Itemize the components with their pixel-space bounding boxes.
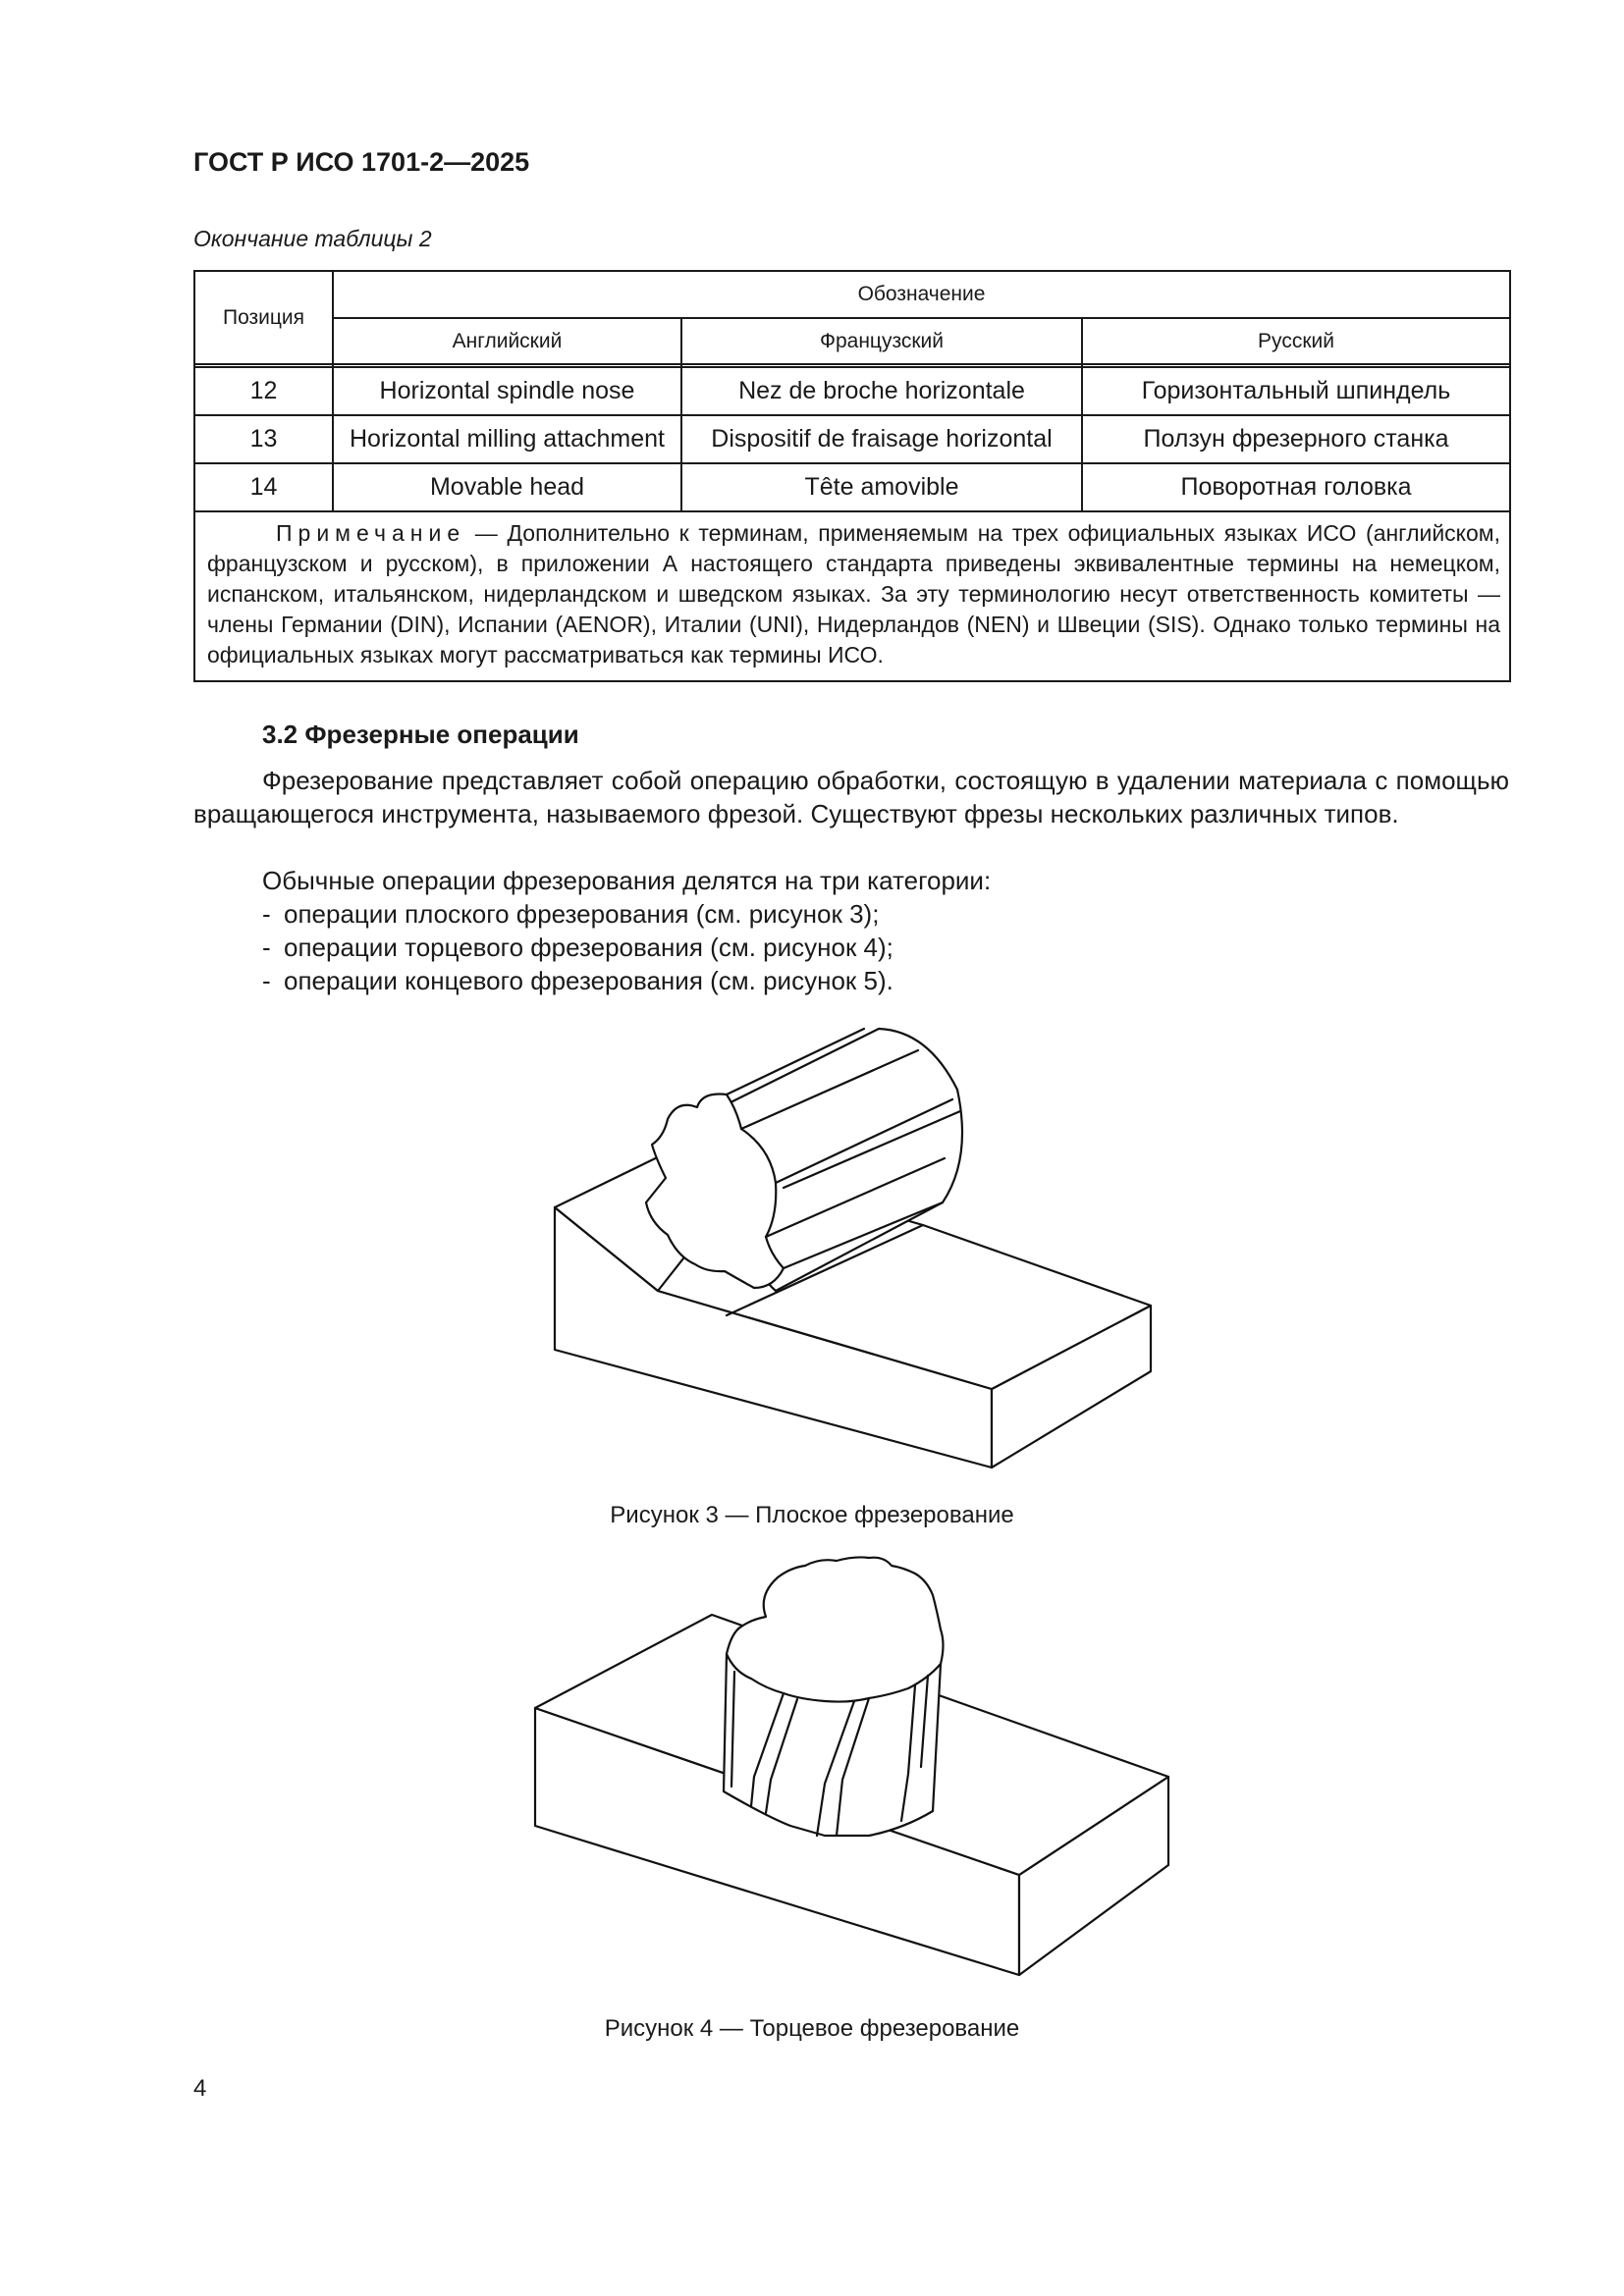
list-item-text: операции плоского фрезерования (см. рисунок 3);	[284, 899, 880, 929]
header-russian: Русский	[1082, 318, 1510, 364]
list-item	[262, 964, 893, 997]
table-row	[194, 367, 1510, 415]
figure-3-plain-milling	[530, 1021, 1159, 1482]
cell-english: Horizontal milling attachment	[333, 415, 681, 463]
list-item-text: операции торцевого фрезерования (см. рисунок 4);	[284, 933, 893, 962]
cell-french: Tête amovible	[681, 463, 1082, 511]
cell-russian: Ползун фрезерного станка	[1082, 415, 1510, 463]
note-text: — Дополнительно к терминам, применяемым на трех официальных языках ИСО (английском, французском и русском), в приложении А настоящего стандарта приведены эквивалентные термины на немецком, испанском, итальянском, нидерландском и шведском языках. За эту терминологию несут ответственность комитеты — члены Германии (DIN), Испании (AENOR), Италии (UNI), Нидерландов (NEN) и Швеции (SIS). Однако только термины на официальных языках могут рассматриваться как термины ИСО.	[207, 520, 1501, 667]
list-marker: -	[262, 966, 271, 995]
cell-french: Dispositif de fraisage horizontal	[681, 415, 1082, 463]
paragraph: Фрезерование представляет собой операцию обработки, состоящую в удалении материала с помощью вращающегося инструмента, называемого фрезой. Существуют фрезы нескольких различных типов.	[193, 766, 1509, 828]
list-marker: -	[262, 933, 271, 962]
header-french: Французский	[681, 318, 1082, 364]
cell-position: 12	[194, 367, 333, 415]
table-row	[194, 463, 1510, 511]
terms-table	[193, 270, 1511, 682]
cell-russian: Горизонтальный шпиндель	[1082, 367, 1510, 415]
figure-4-face-milling	[530, 1556, 1178, 1978]
list-item	[262, 931, 893, 964]
cutter-top-face	[727, 1557, 944, 1701]
list-item	[262, 897, 893, 931]
document-number-header: ГОСТ Р ИСО 1701-2—2025	[193, 147, 530, 177]
header-english: Английский	[333, 318, 681, 364]
cell-position: 13	[194, 415, 333, 463]
note-label: Примечание	[276, 520, 466, 546]
cell-french: Nez de broche horizontale	[681, 367, 1082, 415]
cell-english: Movable head	[333, 463, 681, 511]
header-position: Позиция	[194, 271, 333, 364]
page-number: 4	[193, 2075, 207, 2102]
table-continuation-caption: Окончание таблицы 2	[193, 226, 432, 251]
table-subheader-row	[194, 318, 1510, 364]
section-heading: 3.2 Фрезерные операции	[262, 720, 579, 749]
table-note-row	[194, 511, 1510, 681]
table-header-row	[194, 271, 1510, 318]
table-note	[194, 511, 1510, 681]
list-marker: -	[262, 899, 271, 929]
cell-russian: Поворотная головка	[1082, 463, 1510, 511]
milling-categories-list	[262, 897, 893, 997]
cell-english: Horizontal spindle nose	[333, 367, 681, 415]
header-designation: Обозначение	[333, 271, 1510, 318]
paragraph: Обычные операции фрезерования делятся на три категории:	[262, 866, 992, 895]
list-item-text: операции концевого фрезерования (см. рисунок 5).	[284, 966, 893, 995]
figure-3-caption: Рисунок 3 — Плоское фрезерование	[610, 1502, 1014, 1528]
table-row	[194, 415, 1510, 463]
cell-position: 14	[194, 463, 333, 511]
figure-4-caption: Рисунок 4 — Торцевое фрезерование	[604, 2015, 1020, 2042]
